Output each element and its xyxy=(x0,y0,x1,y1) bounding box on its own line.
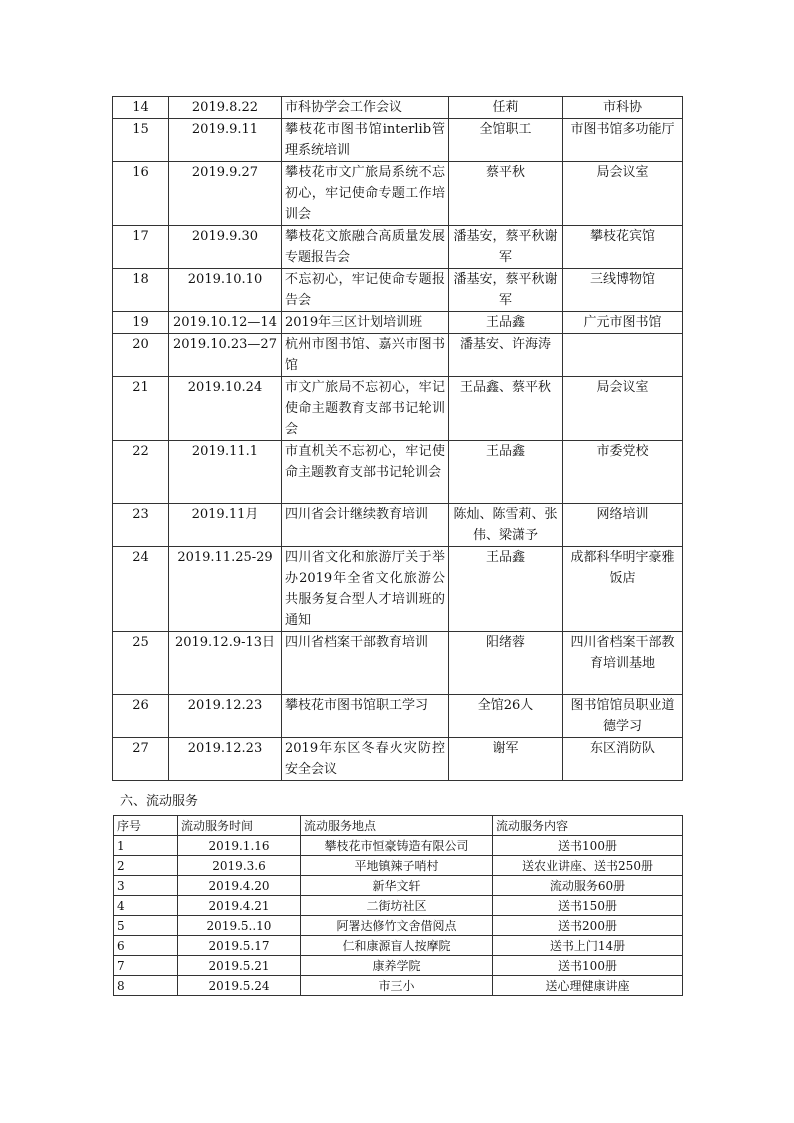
row-title: 攀枝花市图书馆职工学习 xyxy=(282,695,449,738)
row-content: 送农业讲座、送书250册 xyxy=(493,856,683,876)
row-people: 蔡平秋 xyxy=(449,162,563,226)
row-date: 2019.1.16 xyxy=(178,836,301,856)
row-content: 送书100册 xyxy=(493,956,683,976)
row-place: 网络培训 xyxy=(563,504,683,547)
row-place: 市委党校 xyxy=(563,441,683,504)
table-header-row xyxy=(114,816,683,836)
row-number: 2 xyxy=(114,856,178,876)
row-content: 流动服务60册 xyxy=(493,876,683,896)
row-date: 2019.12.9-13日 xyxy=(169,632,282,695)
row-title: 攀枝花市图书馆interlib管理系统培训 xyxy=(282,119,449,162)
row-place: 仁和康源盲人按摩院 xyxy=(301,936,493,956)
row-people: 全馆职工 xyxy=(449,119,563,162)
row-title: 不忘初心，牢记使命专题报告会 xyxy=(282,269,449,312)
row-people: 谢军 xyxy=(449,738,563,781)
row-date: 2019.12.23 xyxy=(169,738,282,781)
row-title: 攀枝花市文广旅局系统不忘初心，牢记使命专题工作培训会 xyxy=(282,162,449,226)
row-title: 四川省文化和旅游厅关于举办2019年全省文化旅游公共服务复合型人才培训班的通知 xyxy=(282,547,449,632)
row-title: 市直机关不忘初心，牢记使命主题教育支部书记轮训会 xyxy=(282,441,449,504)
table-row xyxy=(114,876,683,896)
row-number: 15 xyxy=(113,119,169,162)
row-place: 广元市图书馆 xyxy=(563,312,683,334)
row-number: 23 xyxy=(113,504,169,547)
table-row xyxy=(114,836,683,856)
row-date: 2019.12.23 xyxy=(169,695,282,738)
row-number: 4 xyxy=(114,896,178,916)
row-title: 攀枝花文旅融合高质量发展专题报告会 xyxy=(282,226,449,269)
row-content: 送书200册 xyxy=(493,916,683,936)
row-number: 25 xyxy=(113,632,169,695)
row-place: 攀枝花宾馆 xyxy=(563,226,683,269)
header-date: 流动服务时间 xyxy=(178,816,301,836)
row-date: 2019.9.27 xyxy=(169,162,282,226)
table-row xyxy=(113,97,683,119)
row-number: 1 xyxy=(114,836,178,856)
row-place: 攀枝花市恒豪铸造有限公司 xyxy=(301,836,493,856)
row-place: 局会议室 xyxy=(563,377,683,441)
row-place: 市三小 xyxy=(301,976,493,996)
row-number: 14 xyxy=(113,97,169,119)
row-place: 新华文轩 xyxy=(301,876,493,896)
row-place: 市科协 xyxy=(563,97,683,119)
mobile-service-table xyxy=(113,815,683,996)
row-number: 5 xyxy=(114,916,178,936)
table-row xyxy=(113,269,683,312)
row-number: 7 xyxy=(114,956,178,976)
table-row xyxy=(113,162,683,226)
table-row xyxy=(113,377,683,441)
table-row xyxy=(114,976,683,996)
row-date: 2019.5.21 xyxy=(178,956,301,976)
row-date: 2019.10.12—14 xyxy=(169,312,282,334)
row-date: 2019.10.24 xyxy=(169,377,282,441)
row-number: 19 xyxy=(113,312,169,334)
row-title: 2019年三区计划培训班 xyxy=(282,312,449,334)
row-people: 王品鑫 xyxy=(449,547,563,632)
row-people: 任莉 xyxy=(449,97,563,119)
row-date: 2019.4.20 xyxy=(178,876,301,896)
table-row xyxy=(113,441,683,504)
header-place: 流动服务地点 xyxy=(301,816,493,836)
row-date: 2019.4.21 xyxy=(178,896,301,916)
table-row xyxy=(113,738,683,781)
row-content: 送心理健康讲座 xyxy=(493,976,683,996)
row-place: 东区消防队 xyxy=(563,738,683,781)
row-number: 21 xyxy=(113,377,169,441)
row-title: 杭州市图书馆、嘉兴市图书馆 xyxy=(282,334,449,377)
section-title: 六、流动服务 xyxy=(120,794,199,809)
table-row xyxy=(113,632,683,695)
row-date: 2019.5.24 xyxy=(178,976,301,996)
row-content: 送书150册 xyxy=(493,896,683,916)
table-row xyxy=(113,695,683,738)
row-people: 王品鑫、蔡平秋 xyxy=(449,377,563,441)
row-people: 王品鑫 xyxy=(449,312,563,334)
row-number: 27 xyxy=(113,738,169,781)
row-title: 四川省会计继续教育培训 xyxy=(282,504,449,547)
row-people: 全馆26人 xyxy=(449,695,563,738)
table-row xyxy=(114,916,683,936)
row-place: 四川省档案干部教育培训基地 xyxy=(563,632,683,695)
row-number: 3 xyxy=(114,876,178,896)
row-number: 8 xyxy=(114,976,178,996)
table-row xyxy=(113,119,683,162)
row-date: 2019.9.30 xyxy=(169,226,282,269)
row-number: 18 xyxy=(113,269,169,312)
row-date: 2019.10.10 xyxy=(169,269,282,312)
row-number: 26 xyxy=(113,695,169,738)
header-no: 序号 xyxy=(114,816,178,836)
row-date: 2019.11月 xyxy=(169,504,282,547)
row-place: 平地镇辣子哨村 xyxy=(301,856,493,876)
row-number: 16 xyxy=(113,162,169,226)
row-date: 2019.8.22 xyxy=(169,97,282,119)
row-place: 阿署达修竹文舍借阅点 xyxy=(301,916,493,936)
table-row xyxy=(113,226,683,269)
table-row xyxy=(113,312,683,334)
row-title: 市科协学会工作会议 xyxy=(282,97,449,119)
table-row xyxy=(114,936,683,956)
table-row xyxy=(113,547,683,632)
row-date: 2019.5.17 xyxy=(178,936,301,956)
row-number: 22 xyxy=(113,441,169,504)
row-date: 2019.3.6 xyxy=(178,856,301,876)
row-place: 图书馆馆员职业道德学习 xyxy=(563,695,683,738)
row-people: 阳绪蓉 xyxy=(449,632,563,695)
table-row xyxy=(114,896,683,916)
row-place: 成都科华明宇豪雅饭店 xyxy=(563,547,683,632)
row-content: 送书100册 xyxy=(493,836,683,856)
row-date: 2019.10.23—27 xyxy=(169,334,282,377)
row-place: 二街坊社区 xyxy=(301,896,493,916)
row-place: 康养学院 xyxy=(301,956,493,976)
row-content: 送书上门14册 xyxy=(493,936,683,956)
row-people: 王品鑫 xyxy=(449,441,563,504)
row-date: 2019.5..10 xyxy=(178,916,301,936)
row-place: 三线博物馆 xyxy=(563,269,683,312)
table-row xyxy=(114,956,683,976)
table-row xyxy=(113,504,683,547)
row-title: 四川省档案干部教育培训 xyxy=(282,632,449,695)
table-row xyxy=(113,334,683,377)
row-date: 2019.9.11 xyxy=(169,119,282,162)
row-number: 24 xyxy=(113,547,169,632)
row-title: 市文广旅局不忘初心，牢记使命主题教育支部书记轮训会 xyxy=(282,377,449,441)
table-row xyxy=(114,856,683,876)
row-date: 2019.11.25-29 xyxy=(169,547,282,632)
row-place: 市图书馆多功能厅 xyxy=(563,119,683,162)
row-people: 潘基安、许海涛 xyxy=(449,334,563,377)
header-content: 流动服务内容 xyxy=(493,816,683,836)
row-people: 潘基安，蔡平秋谢军 xyxy=(449,269,563,312)
row-number: 20 xyxy=(113,334,169,377)
row-people: 潘基安，蔡平秋谢军 xyxy=(449,226,563,269)
training-table xyxy=(112,96,683,781)
row-number: 6 xyxy=(114,936,178,956)
row-number: 17 xyxy=(113,226,169,269)
row-place: 局会议室 xyxy=(563,162,683,226)
row-date: 2019.11.1 xyxy=(169,441,282,504)
row-place xyxy=(563,334,683,377)
row-people: 陈灿、陈雪莉、张伟、梁潇予 xyxy=(449,504,563,547)
row-title: 2019年东区冬春火灾防控安全会议 xyxy=(282,738,449,781)
